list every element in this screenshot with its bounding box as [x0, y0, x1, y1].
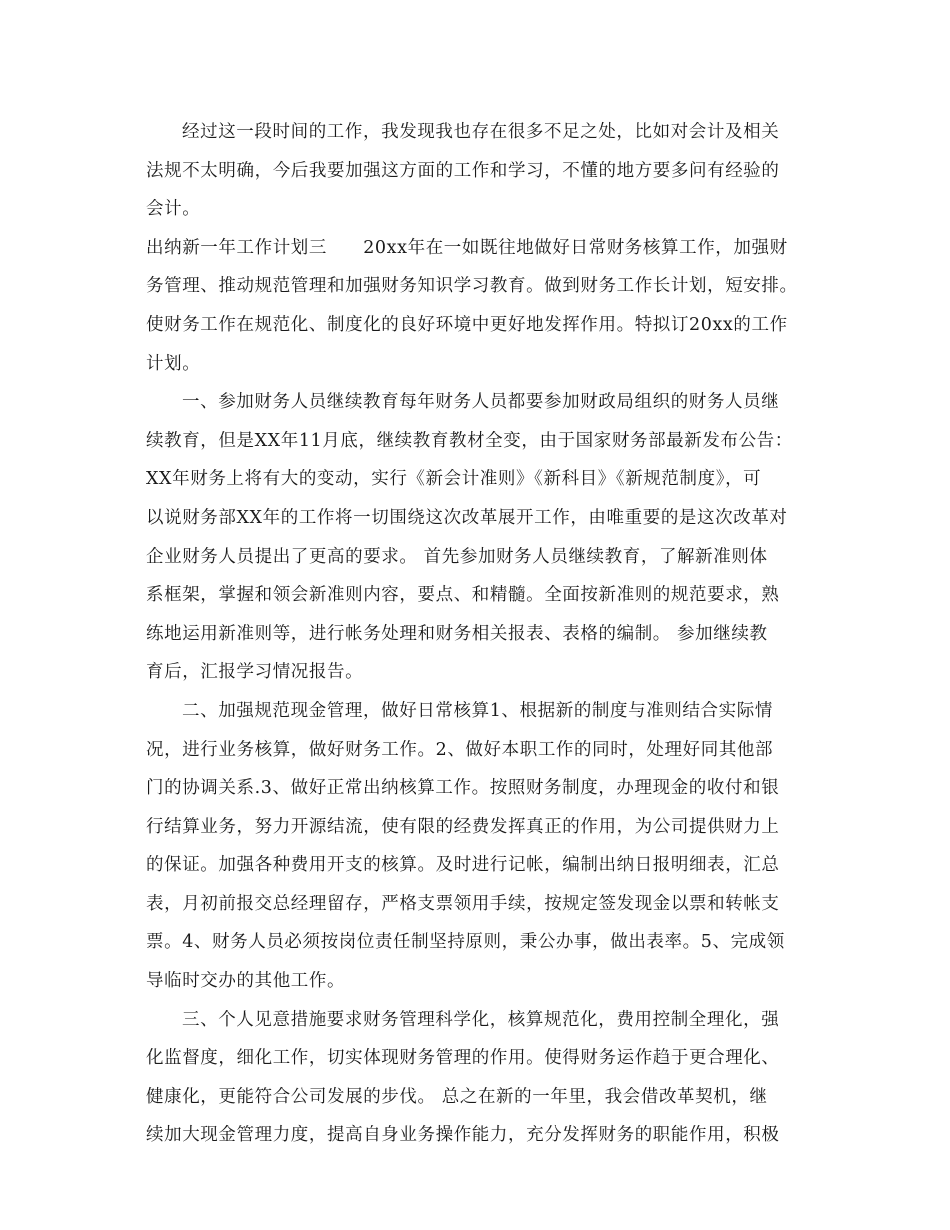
- text-line: XX年财务上将有大的变动，实行《新会计准则》《新科目》《新规范制度》，可: [146, 469, 762, 490]
- text-line: 票。4、财务人员必须按岗位责任制坚持原则，秉公办事，做出表率。5、完成领: [146, 932, 785, 953]
- text-line: 计划。: [146, 353, 201, 374]
- text-line: 出纳新一年工作计划三 20xx年在一如既往地做好日常财务核算工作，加强财: [146, 237, 788, 258]
- text-line: 系框架，掌握和领会新准则内容，要点、和精髓。全面按新准则的规范要求，熟: [146, 585, 780, 606]
- text-line: 企业财务人员提出了更高的要求。 首先参加财务人员继续教育，了解新准则体: [146, 546, 768, 567]
- text-line: 以说财务部XX年的工作将一切围绕这次改革展开工作，由唯重要的是这次改革对: [146, 507, 788, 528]
- text-line: 二、加强规范现金管理，做好日常核算1、根据新的制度与准则结合实际情: [182, 700, 773, 721]
- text-line: 的保证。加强各种费用开支的核算。及时进行记帐，编制出纳日报明细表，汇总: [146, 855, 780, 876]
- text-line: 使财务工作在规范化、制度化的良好环境中更好地发挥作用。特拟订20xx的工作: [146, 314, 788, 335]
- text-line: 化监督度，细化工作，切实体现财务管理的作用。使得财务运作趋于更合理化、: [146, 1048, 780, 1069]
- text-line: 续教育，但是XX年11月底，继续教育教材全变，由于国家财务部最新发布公告：: [146, 430, 793, 451]
- text-line: 行结算业务，努力开源结流，使有限的经费发挥真正的作用，为公司提供财力上: [146, 816, 780, 837]
- text-line: 导临时交办的其他工作。: [146, 971, 346, 992]
- text-line: 门的协调关系.3、做好正常出纳核算工作。按照财务制度，办理现金的收付和银: [146, 778, 780, 799]
- text-line: 法规不太明确，今后我要加强这方面的工作和学习，不懂的地方要多问有经验的: [146, 160, 780, 181]
- document-body: [146, 113, 806, 1155]
- text-line: 育后，汇报学习情况报告。: [146, 662, 364, 683]
- text-line: 练地运用新准则等，进行帐务处理和财务相关报表、表格的编制。 参加继续教: [146, 623, 768, 644]
- text-line: 经过这一段时间的工作，我发现我也存在很多不足之处，比如对会计及相关: [182, 122, 780, 142]
- text-line: 况，进行业务核算，做好财务工作。2、做好本职工作的同时，处理好同其他部: [146, 739, 774, 760]
- text-line: 务管理、推动规范管理和加强财务知识学习教育。做到财务工作长计划，短安排。: [146, 276, 798, 297]
- text-line: 会计。: [146, 199, 201, 220]
- text-line: 一、参加财务人员继续教育每年财务人员都要参加财政局组织的财务人员继: [182, 392, 780, 413]
- text-line: 三、个人见意措施要求财务管理科学化，核算规范化，费用控制全理化，强: [182, 1009, 780, 1030]
- text-line: 健康化，更能符合公司发展的步伐。 总之在新的一年里，我会借改革契机，继: [146, 1086, 768, 1107]
- text-line: 续加大现金管理力度，提高自身业务操作能力，充分发挥财务的职能作用，积极: [146, 1125, 780, 1146]
- text-line: 表，月初前报交总经理留存，严格支票领用手续，按规定签发现金以票和转帐支: [146, 893, 780, 914]
